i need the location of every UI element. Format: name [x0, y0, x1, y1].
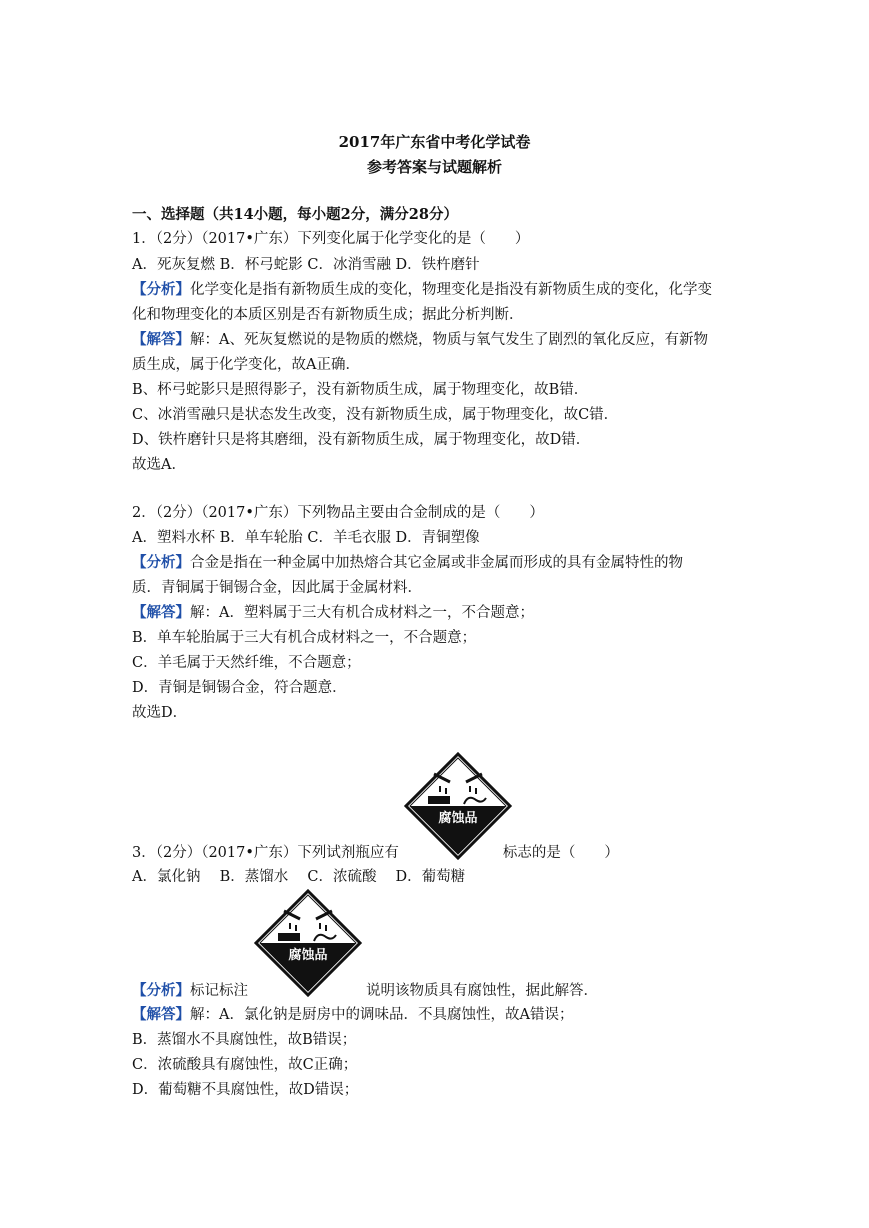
- q2-analysis-text-2: 质．青铜属于铜锡合金，因此属于金属材料．: [132, 580, 422, 596]
- q3-stem-before: 3．（2分）（2017•广东）下列试剂瓶应有: [132, 845, 399, 861]
- q3-answer-text-3: C．浓硫酸具有腐蚀性，故C正确；: [132, 1057, 358, 1073]
- q1-answer-text-4: C、冰消雪融只是状态发生改变，没有新物质生成，属于物理变化，故C错．: [132, 407, 619, 423]
- q1-answer-text-1: 解：A、死灰复燃说的是物质的燃烧，物质与氧气发生了剧烈的氧化反应，有新物: [190, 332, 708, 348]
- q3-stem-after: 标志的是（ ）: [502, 845, 619, 861]
- q2-answer-text-2: B．单车轮胎属于三大有机合成材料之一，不合题意；: [132, 630, 477, 646]
- answer-tag: 【解答】: [132, 331, 190, 348]
- q1-answer-line: [132, 330, 708, 350]
- q2-answer-line: [132, 603, 534, 623]
- document-subtitle: 参考答案与试题解析: [366, 158, 502, 176]
- q1-conclusion: 故选A．: [132, 457, 186, 473]
- q2-answer-text-3: C．羊毛属于天然纤维，不合题意；: [132, 655, 361, 671]
- q1-analysis-line: [132, 280, 712, 300]
- q3-analysis-before: 标记标注: [190, 983, 248, 999]
- q1-answer-text-2: 质生成，属于化学变化，故A正确．: [132, 357, 360, 373]
- q1-stem: 1．（2分）（2017•广东）下列变化属于化学变化的是（ ）: [132, 231, 530, 247]
- q2-analysis-text-1: 合金是指在一种金属中加热熔合其它金属或非金属而形成的具有金属特性的物: [190, 555, 683, 571]
- q2-answer-text-4: D．青铜是铜锡合金，符合题意．: [132, 680, 347, 696]
- q3-answer-text-1: 解：A．氯化钠是厨房中的调味品．不具腐蚀性，故A错误；: [190, 1007, 574, 1023]
- analysis-tag: 【分析】: [132, 982, 190, 999]
- q3-answer-line: [132, 1005, 573, 1025]
- analysis-tag: 【分析】: [132, 554, 190, 571]
- q1-answer-text-5: D、铁杵磨针只是将其磨细，没有新物质生成，属于物理变化，故D错．: [132, 432, 591, 448]
- section-heading: 一、选择题（共14小题，每小题2分，满分28分）: [132, 206, 458, 223]
- q2-stem: 2．（2分）（2017•广东）下列物品主要由合金制成的是（ ）: [132, 505, 544, 521]
- answer-tag: 【解答】: [132, 1006, 190, 1023]
- document-title: 2017年广东省中考化学试卷: [338, 133, 531, 151]
- q3-answer-text-4: D．葡萄糖不具腐蚀性，故D错误；: [132, 1082, 359, 1098]
- q1-analysis-text-1: 化学变化是指有新物质生成的变化，物理变化是指没有新物质生成的变化，化学变: [190, 282, 712, 298]
- q1-answer-text-3: B、杯弓蛇影只是照得影子，没有新物质生成，属于物理变化，故B错．: [132, 382, 589, 398]
- q3-analysis-after: 说明该物质具有腐蚀性，据此解答．: [366, 983, 598, 999]
- analysis-tag: 【分析】: [132, 281, 190, 298]
- answer-tag: 【解答】: [132, 604, 190, 621]
- q3-analysis-line: [132, 981, 598, 1001]
- corrosive-sign-label: 腐蚀品: [438, 811, 478, 826]
- corrosive-sign-label: 腐蚀品: [288, 948, 328, 963]
- q2-conclusion: 故选D．: [132, 705, 188, 721]
- q1-options: A．死灰复燃 B．杯弓蛇影 C．冰消雪融 D．铁杵磨针: [132, 257, 480, 273]
- q2-analysis-line: [132, 553, 683, 573]
- q3-options: A．氯化钠 B．蒸馏水 C．浓硫酸 D．葡萄糖: [132, 869, 466, 885]
- q1-analysis-text-2: 化和物理变化的本质区别是否有新物质生成；据此分析判断．: [132, 307, 524, 323]
- q2-answer-text-1: 解：A．塑料属于三大有机合成材料之一，不合题意；: [190, 605, 534, 621]
- q3-stem: [132, 843, 619, 863]
- q3-answer-text-2: B．蒸馏水不具腐蚀性，故B错误；: [132, 1032, 357, 1048]
- q2-options: A．塑料水杯 B．单车轮胎 C．羊毛衣服 D．青铜塑像: [132, 530, 480, 546]
